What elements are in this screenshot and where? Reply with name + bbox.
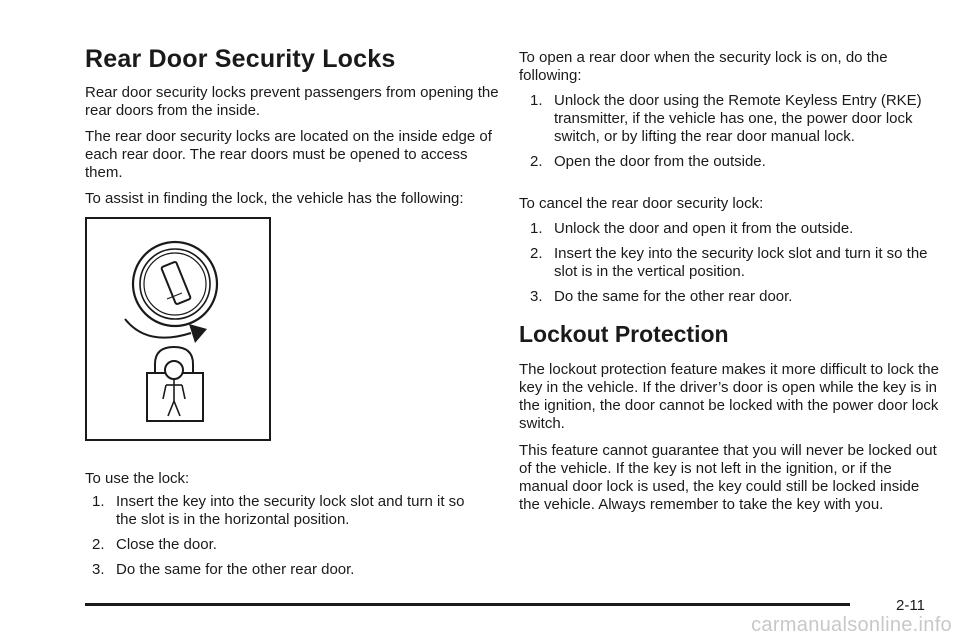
list-item: [523, 245, 933, 281]
list-item: [523, 220, 933, 238]
step-text: Open the door from the outside.: [554, 153, 766, 170]
step-number: 1.: [530, 92, 543, 109]
child-lock-icon: [147, 347, 203, 421]
step-text: Insert the key into the security lock slot and turn it so the slot is in the horizontal position.: [116, 493, 465, 528]
step-number: 2.: [530, 153, 543, 170]
open-door-steps: [523, 92, 933, 178]
list-item: [85, 493, 485, 529]
list-item: [85, 536, 485, 554]
step-number: 3.: [92, 561, 105, 578]
step-number: 3.: [530, 288, 543, 305]
use-lock-paragraph: To use the lock:: [85, 470, 190, 487]
footer-rule: [85, 603, 850, 606]
step-number: 2.: [92, 536, 105, 553]
step-text: Do the same for the other rear door.: [116, 561, 355, 578]
cancel-lock-steps: [523, 220, 933, 313]
step-number: 2.: [530, 245, 543, 262]
list-item: [523, 153, 933, 171]
step-text: Close the door.: [116, 536, 217, 553]
watermark: carmanualsonline.info: [751, 614, 952, 636]
step-text: Insert the key into the security lock slot and turn it so the slot is in the vertical position.: [554, 245, 928, 280]
list-item: [523, 92, 933, 146]
lock-diagram: [87, 219, 269, 439]
lockout-warning-paragraph: This feature cannot guarantee that you will never be locked out of the vehicle. If the key is not left in the ignition, or if the manual door lock is used, the key could still be locked inside the vehicle. Always remember to take the key with you.: [519, 442, 937, 513]
page-number: 2-11: [896, 597, 925, 614]
section-heading: Lockout Protection: [519, 321, 729, 347]
open-door-paragraph: To open a rear door when the security lock is on, do the following:: [519, 49, 888, 84]
lock-cylinder-icon: [133, 242, 217, 326]
intro-paragraph: Rear door security locks prevent passengers from opening the rear doors from the inside.: [85, 84, 499, 119]
turn-arrow-icon: [125, 319, 207, 343]
cancel-lock-paragraph: To cancel the rear door security lock:: [519, 195, 764, 212]
step-text: Unlock the door using the Remote Keyless Entry (RKE) transmitter, if the vehicle has one, the power door lock switch, or by lifting the rear door manual lock.: [554, 92, 922, 145]
step-text: Unlock the door and open it from the outside.: [554, 220, 854, 237]
assist-paragraph: To assist in finding the lock, the vehicle has the following:: [85, 190, 464, 207]
lockout-paragraph: The lockout protection feature makes it more difficult to lock the key in the vehicle. If the driver’s door is open while the key is in the ignition, the door cannot be locked with the power door lock switch.: [519, 361, 939, 432]
security-lock-illustration: [85, 217, 271, 441]
list-item: [85, 561, 485, 579]
step-text: Do the same for the other rear door.: [554, 288, 793, 305]
location-paragraph: The rear door security locks are located on the inside edge of each rear door. The rear doors must be opened to access them.: [85, 128, 492, 181]
page-title: Rear Door Security Locks: [85, 45, 396, 73]
list-item: [523, 288, 933, 306]
step-number: 1.: [530, 220, 543, 237]
step-number: 1.: [92, 493, 105, 510]
use-lock-steps: [85, 493, 485, 586]
